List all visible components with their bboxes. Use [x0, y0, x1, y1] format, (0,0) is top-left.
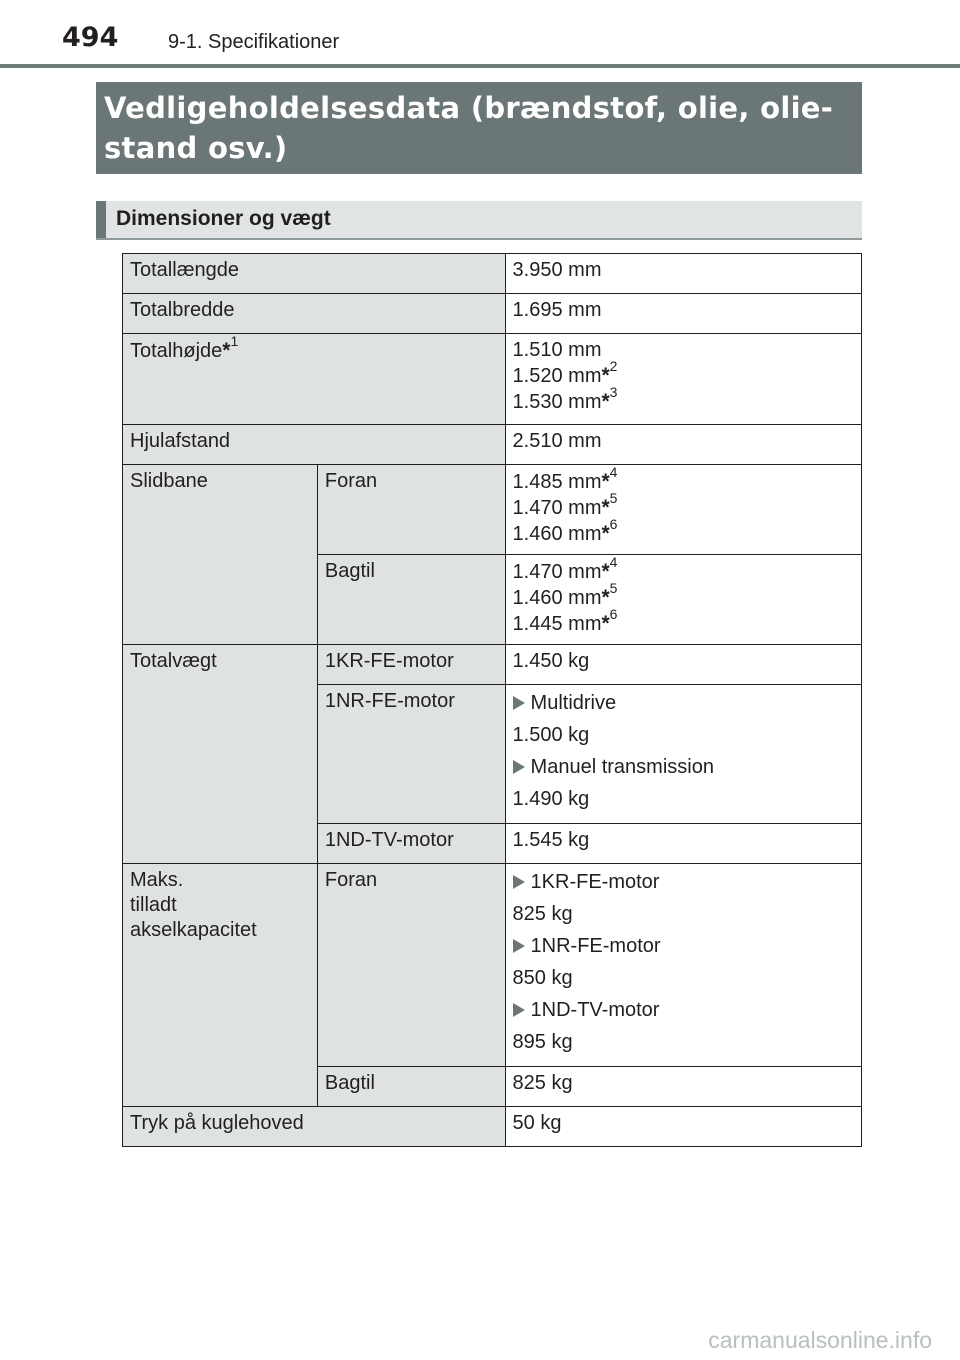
row-sublabel: Bagtil [317, 555, 505, 645]
triangle-bullet-icon [513, 1003, 525, 1017]
footnote-star: * [601, 560, 610, 583]
table-row [123, 1107, 862, 1147]
footnote-ref: 6 [609, 606, 618, 623]
row-label [123, 864, 318, 1107]
footnote-ref: 3 [609, 384, 618, 401]
row-value: 3.950 mm [505, 254, 861, 294]
triangle-bullet-icon [513, 760, 525, 774]
page-number: 494 [62, 22, 119, 53]
subsection-bar [96, 201, 106, 238]
value-line: 1.460 mm*$^6$ [512, 516, 618, 545]
row-value: 1.545 kg [505, 824, 861, 864]
row-value: 2.510 mm [505, 425, 861, 465]
row-value: 1.695 mm [505, 294, 861, 334]
row-label: Totalvægt [123, 645, 318, 864]
title-line-1: Vedligeholdelsesdata (brændstof, olie, olie- [104, 91, 834, 125]
value-line: 1.460 mm*$^5$ [512, 580, 618, 609]
spec-table [122, 253, 862, 1147]
row-label: Totallængde [123, 254, 506, 294]
footnote-ref: 5 [609, 580, 618, 597]
row-sublabel: 1ND-TV-motor [317, 824, 505, 864]
subsection-label: Dimensioner og vægt [116, 207, 331, 230]
triangle-bullet-icon [513, 696, 525, 710]
table-row [123, 294, 862, 334]
value-line: 1.470 mm*$^4$ [512, 554, 618, 583]
footnote-star: * [601, 522, 610, 545]
watermark: carmanualsonline.info [708, 1327, 932, 1353]
sub-item-value: 850 kg [512, 967, 573, 989]
row-label: Slidbane [123, 465, 318, 645]
sub-item-value: 825 kg [512, 903, 573, 925]
footnote-star: * [601, 496, 610, 519]
row-label: Totalbredde [123, 294, 506, 334]
row-label [123, 334, 506, 425]
sub-item-value: 895 kg [512, 1031, 573, 1053]
sub-item-heading: 1KR-FE-motor [513, 870, 854, 895]
height-label: Totalhøjde [130, 340, 223, 362]
title-line-2: stand osv.) [104, 131, 288, 165]
footnote-star: * [601, 364, 610, 387]
row-label: Tryk på kuglehoved [123, 1107, 506, 1147]
footnote-ref: 5 [609, 490, 618, 507]
value-line: 1.445 mm*$^6$ [512, 606, 618, 635]
row-value: 1.450 kg [505, 645, 861, 685]
table-row [123, 864, 862, 1067]
row-value: 825 kg [505, 1067, 861, 1107]
row-sublabel: Foran [317, 864, 505, 1067]
sub-item-heading: Manuel transmission [513, 755, 854, 780]
sub-item-value: 1.500 kg [512, 724, 590, 746]
footnote-ref: 1 [230, 333, 239, 350]
row-value [505, 864, 861, 1067]
axle-label-line: akselkapacitet [130, 919, 257, 941]
row-value [505, 465, 861, 555]
table-row [123, 254, 862, 294]
sub-item-heading: 1NR-FE-motor [513, 934, 854, 959]
axle-label-line: Maks. [130, 869, 184, 891]
footnote-star: * [601, 586, 610, 609]
value-line: 1.470 mm*$^5$ [512, 490, 618, 519]
sub-item-value: 1.490 kg [512, 788, 590, 810]
row-value [505, 685, 861, 824]
section-label: 9-1. Specifikationer [168, 31, 340, 53]
axle-label-line: tilladt [130, 894, 177, 916]
triangle-bullet-icon [513, 875, 525, 889]
value-line: 1.520 mm*$^2$ [512, 358, 618, 387]
row-value [505, 555, 861, 645]
row-sublabel: Foran [317, 465, 505, 555]
row-sublabel: 1KR-FE-motor [317, 645, 505, 685]
footnote-star: * [601, 390, 610, 413]
row-sublabel: Bagtil [317, 1067, 505, 1107]
footnote-ref: 4 [609, 464, 618, 481]
footnote-star: * [222, 339, 231, 362]
row-sublabel: 1NR-FE-motor [317, 685, 505, 824]
table-row [123, 334, 862, 425]
row-value [505, 334, 861, 425]
title-banner [96, 82, 862, 174]
subsection-heading [96, 201, 862, 240]
footnote-ref: 2 [609, 358, 618, 375]
header-rule [0, 64, 960, 68]
sub-item-heading: 1ND-TV-motor [513, 998, 854, 1023]
table-row [123, 465, 862, 555]
footnote-ref: 4 [609, 554, 618, 571]
footnote-star: * [601, 470, 610, 493]
footnote-star: * [601, 612, 610, 635]
sub-item-heading: Multidrive [513, 691, 854, 716]
footnote-ref: 6 [609, 516, 618, 533]
table-row [123, 645, 862, 685]
value-line: 1.510 mm [512, 339, 602, 361]
value-line: 1.485 mm*$^4$ [512, 464, 618, 493]
table-row [123, 425, 862, 465]
triangle-bullet-icon [513, 939, 525, 953]
value-line: 1.530 mm*$^3$ [512, 384, 618, 413]
row-label: Hjulafstand [123, 425, 506, 465]
row-value: 50 kg [505, 1107, 861, 1147]
